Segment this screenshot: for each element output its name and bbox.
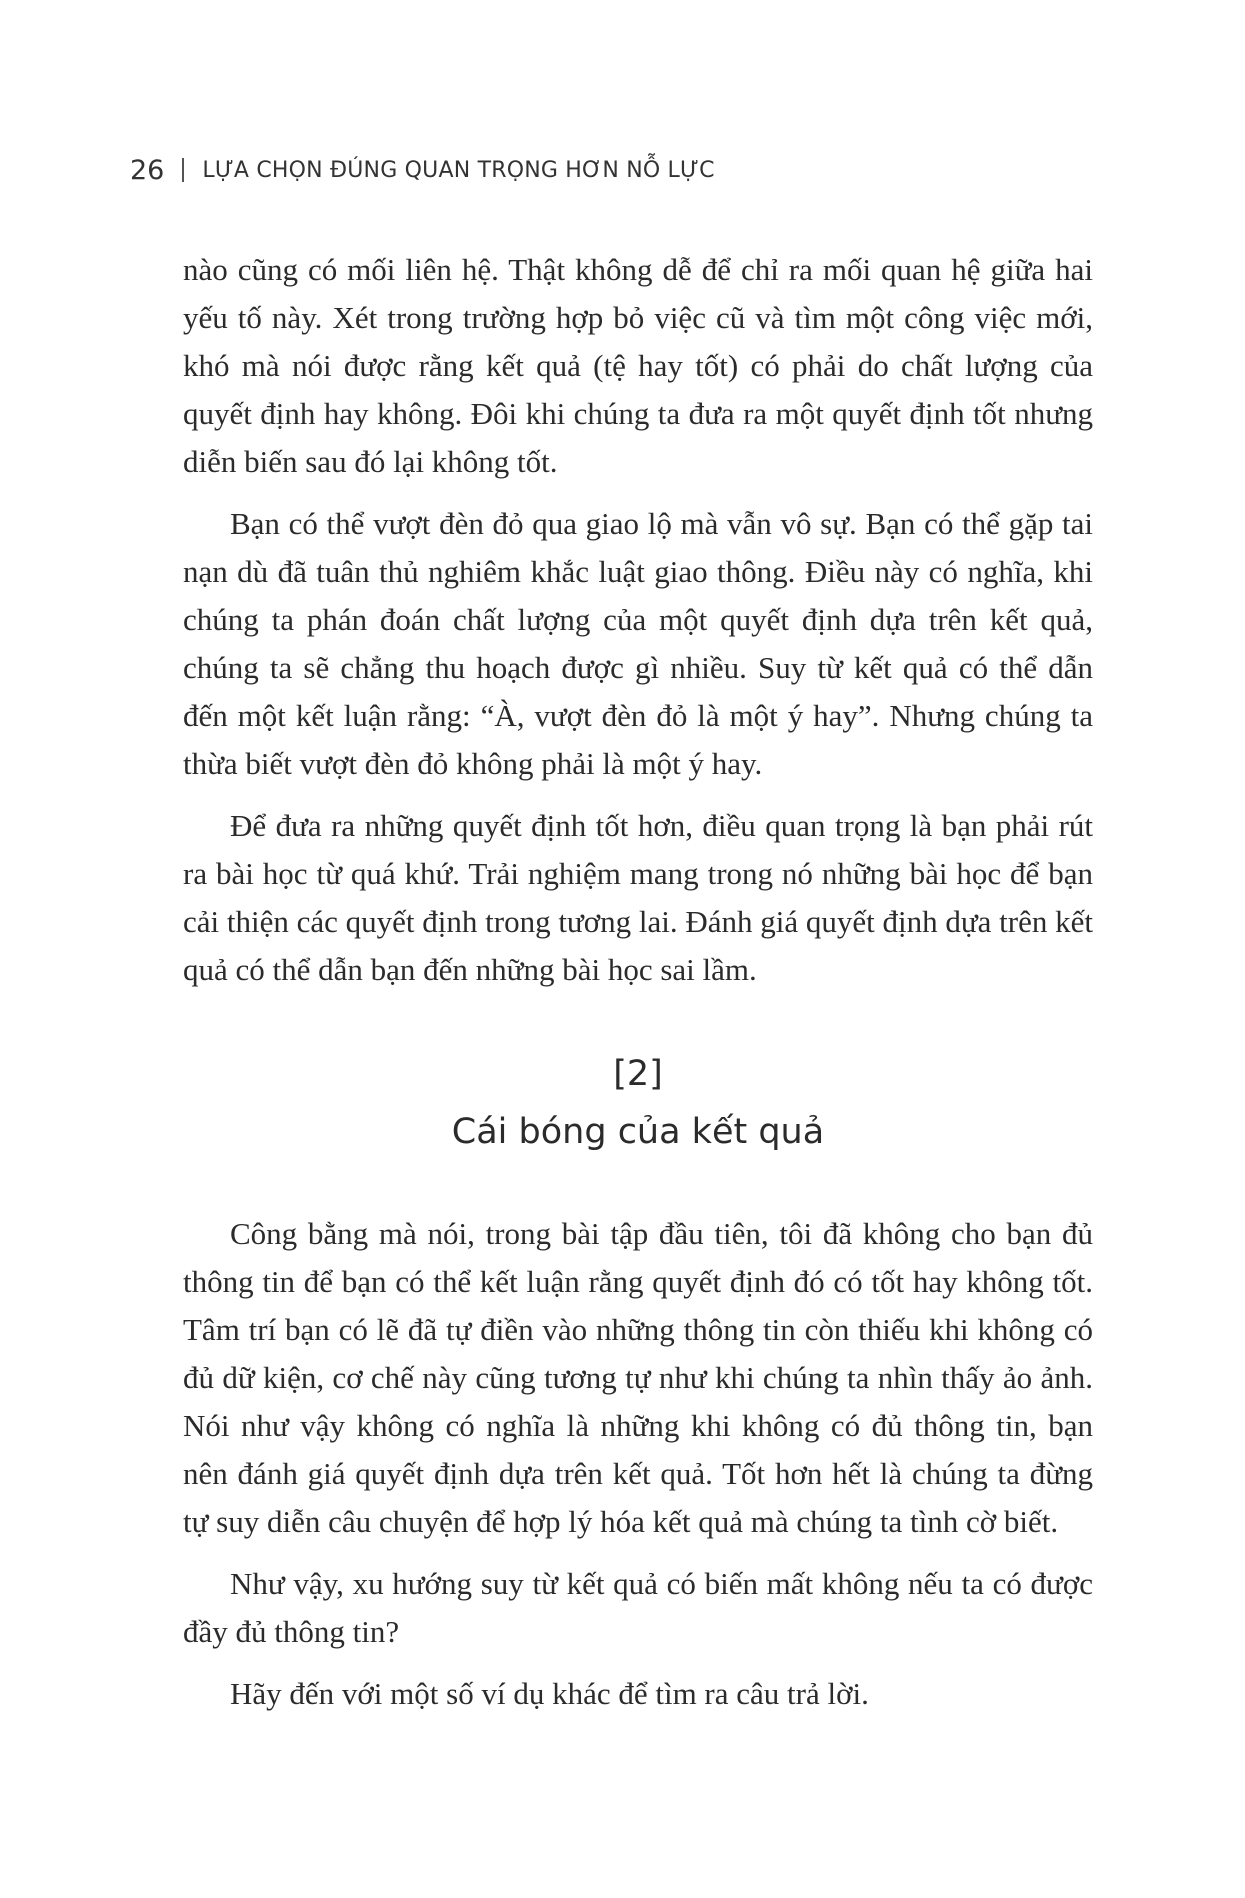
- paragraph: nào cũng có mối liên hệ. Thật không dễ để chỉ ra mối quan hệ giữa hai yếu tố này. Xét trong trường hợp bỏ việc cũ và tìm một công việc mới, khó mà nói được rằng kết quả (tệ hay tốt) có phải do chất lượng của quyết định hay không. Đôi khi chúng ta đưa ra một quyết định tốt nhưng diễn biến sau đó lại không tốt.: [183, 252, 1093, 479]
- paragraph: Bạn có thể vượt đèn đỏ qua giao lộ mà vẫn vô sự. Bạn có thể gặp tai nạn dù đã tuân thủ nghiêm khắc luật giao thông. Điều này có nghĩa, khi chúng ta phán đoán chất lượng của một quyết định dựa trên kết quả, chúng ta sẽ chẳng thu hoạch được gì nhiều. Suy từ kết quả có thể dẫn đến một kết luận rằng: “À, vượt đèn đỏ là một ý hay”. Nhưng chúng ta thừa biết vượt đèn đỏ không phải là một ý hay.: [183, 506, 1093, 781]
- section-heading: [183, 1046, 1093, 1162]
- page-number: 26: [130, 154, 165, 186]
- running-header: [130, 150, 715, 190]
- page-body: [183, 246, 1093, 1732]
- header-divider: [182, 158, 184, 182]
- running-title: LỰA CHỌN ĐÚNG QUAN TRỌNG HƠN NỖ LỰC: [202, 157, 715, 183]
- paragraph: Công bằng mà nói, trong bài tập đầu tiên, tôi đã không cho bạn đủ thông tin để bạn có thể kết luận rằng quyết định đó có tốt hay không tốt. Tâm trí bạn có lẽ đã tự điền vào những thông tin còn thiếu khi không có đủ dữ kiện, cơ chế này cũng tương tự như khi chúng ta nhìn thấy ảo ảnh. Nói như vậy không có nghĩa là những khi không có đủ thông tin, bạn nên đánh giá quyết định dựa trên kết quả. Tốt hơn hết là chúng ta đừng tự suy diễn câu chuyện để hợp lý hóa kết quả mà chúng ta tình cờ biết.: [183, 1216, 1093, 1539]
- section-number: [2]: [613, 1054, 663, 1094]
- paragraph: Để đưa ra những quyết định tốt hơn, điều quan trọng là bạn phải rút ra bài học từ quá khứ. Trải nghiệm mang trong nó những bài học để bạn cải thiện các quyết định trong tương lai. Đánh giá quyết định dựa trên kết quả có thể dẫn bạn đến những bài học sai lầm.: [183, 808, 1093, 987]
- section-title: Cái bóng của kết quả: [451, 1112, 825, 1152]
- paragraph: Như vậy, xu hướng suy từ kết quả có biến mất không nếu ta có được đầy đủ thông tin?: [183, 1566, 1093, 1649]
- paragraph: Hãy đến với một số ví dụ khác để tìm ra câu trả lời.: [230, 1676, 869, 1711]
